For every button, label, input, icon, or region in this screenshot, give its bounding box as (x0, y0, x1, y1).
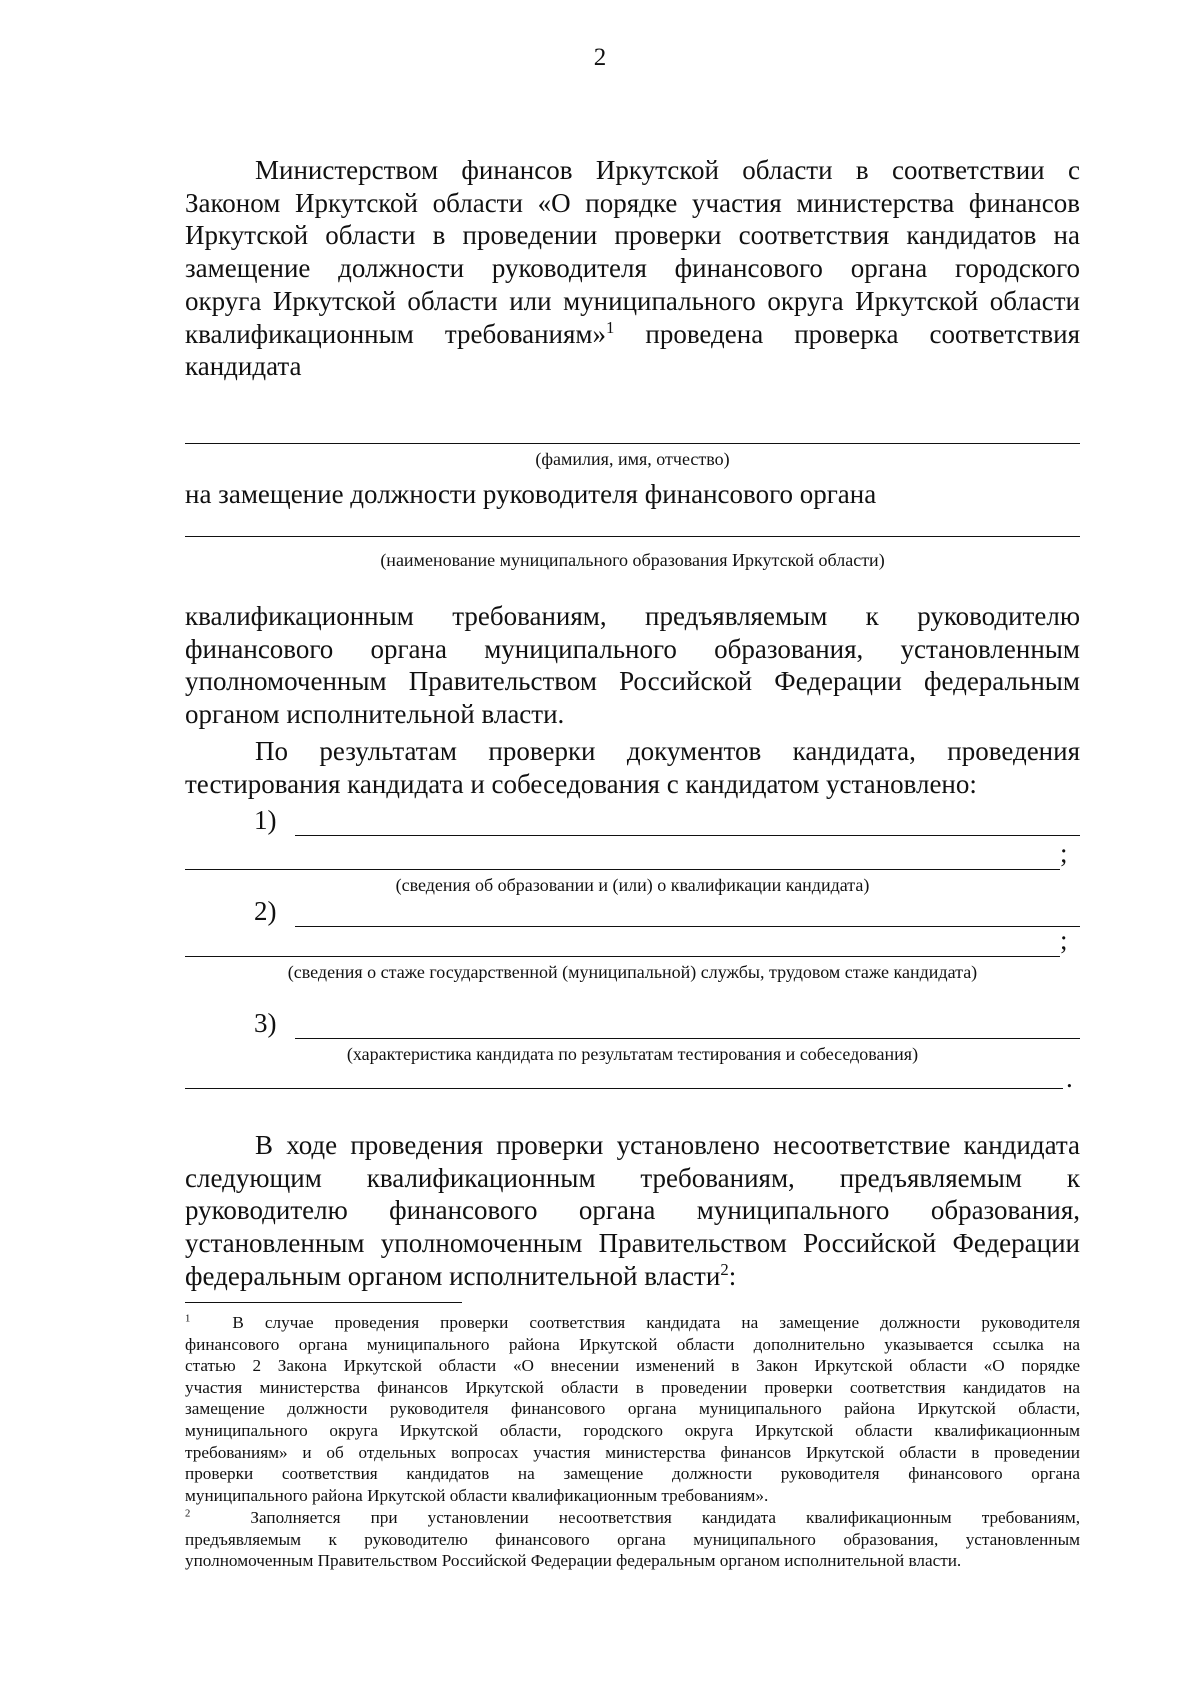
mismatch-line-end: федеральным органом исполнительной власти (185, 1260, 721, 1291)
footnote-line: муниципального района Иркутской области квалификационным требованиям». (185, 1485, 769, 1505)
item-1-blank-line-2[interactable] (185, 869, 1060, 870)
intro-line-with-footnote (185, 318, 1080, 351)
results-paragraph (185, 735, 1080, 800)
footnote-line: замещение должности руководителя финансового органа муниципального района Иркутской области, (185, 1399, 1080, 1419)
intro-line: Министерством финансов Иркутской области в соответствии с (255, 155, 1080, 185)
footnote-line: $^1$ В случае проведения проверки соответствия кандидата на замещение должности руководителя (185, 1313, 1081, 1332)
item-1-semicolon: ; (1060, 838, 1068, 868)
mismatch-line: руководителю финансового органа муниципального образования, (185, 1195, 1080, 1226)
footnote-line: предъявляемым к руководителю финансового органа муниципального образования, установленным (185, 1529, 1080, 1549)
requirements-line: органом исполнительной власти. (185, 699, 565, 730)
municipality-caption: (наименование муниципального образования Иркутской области) (380, 550, 885, 570)
item-3-blank-line-2[interactable] (185, 1088, 1063, 1089)
item-1-caption: (сведения об образовании и (или) о квалификации кандидата) (395, 875, 870, 895)
footnote-reference: 2 (720, 1259, 729, 1279)
item-2-blank-line-1[interactable] (295, 926, 1080, 927)
footnote-line: участия министерства финансов Иркутской области в проведении проверки соответствия кандидатов на (185, 1377, 1080, 1397)
intro-line: Иркутской области в проведении проверки соответствия кандидатов на (185, 220, 1080, 251)
footnote-reference: 1 (605, 317, 615, 337)
item-3-blank-line-1[interactable] (295, 1038, 1080, 1039)
item-2-blank-line-2[interactable] (185, 956, 1060, 957)
fio-blank-line[interactable] (185, 443, 1080, 444)
footnote-line: требованиям» и об отдельных вопросах участия министерства финансов Иркутской области в проведении (185, 1442, 1080, 1462)
requirements-paragraph (185, 600, 1080, 731)
municipality-blank-line[interactable] (185, 536, 1080, 537)
page-number: 2 (593, 44, 607, 71)
fio-caption: (фамилия, имя, отчество) (535, 449, 730, 469)
requirements-line: квалификационным требованиям, предъявляемым к руководителю (185, 601, 1080, 631)
intro-line-start: квалификационным требованиям» (185, 318, 606, 349)
requirements-line: уполномоченным Правительством Российской Федерации федеральным (185, 666, 1080, 697)
intro-line: замещение должности руководителя финансового органа городского (185, 253, 1080, 284)
item-3-caption: (характеристика кандидата по результатам тестирования и собеседования) (346, 1044, 919, 1064)
intro-paragraph (185, 154, 1080, 383)
footnote-line: проверки соответствия кандидатов на замещение должности руководителя финансового органа (185, 1464, 1080, 1484)
item-2-caption: (сведения о стаже государственной (муниципальной) службы, трудовом стаже кандидата) (287, 962, 978, 982)
mismatch-line: следующим квалификационным требованиям, предъявляемым к (185, 1162, 1080, 1193)
mismatch-colon: : (728, 1260, 737, 1291)
footnote-line: статью 2 Закона Иркутской области «О внесении изменений в Закон Иркутской области «О порядке (185, 1356, 1080, 1376)
intro-line: Законом Иркутской области «О порядке участия министерства финансов (185, 187, 1080, 218)
item-3-number: 3) (254, 1008, 277, 1038)
footnote-line: $^2$ Заполняется при установлении несоответствия кандидата квалификационным требованиям, (185, 1508, 1080, 1527)
item-1-blank-line-1[interactable] (295, 835, 1080, 836)
footnote-line: муниципального округа Иркутской области, городского округа Иркутской области квалификационным (185, 1420, 1080, 1440)
mismatch-line: установленным уполномоченным Правительством Российской Федерации (185, 1228, 1080, 1259)
footnote-mark: 2 (185, 1508, 191, 1520)
item-2-semicolon: ; (1060, 925, 1068, 955)
item-2-number: 2) (254, 896, 277, 926)
results-line: По результатам проверки документов кандидата, проведения (255, 736, 1080, 766)
mismatch-paragraph (185, 1129, 1080, 1293)
intro-line-tail: проведена проверка соответствия (645, 318, 1080, 349)
requirements-line: финансового органа муниципального образования, установленным (185, 633, 1080, 664)
footnote-line: финансового органа муниципального района Иркутской области дополнительно указывается ссылка на (185, 1334, 1080, 1354)
footnote-separator (185, 1302, 462, 1303)
mismatch-line: В ходе проведения проверки установлено несоответствие кандидата (255, 1130, 1080, 1160)
footnote-1 (185, 1312, 1080, 1506)
item-3-period: . (1066, 1063, 1073, 1093)
intro-line: округа Иркутской области или муниципального округа Иркутской области (185, 285, 1080, 316)
footnote-2 (185, 1507, 1080, 1572)
intro-line: кандидата (185, 351, 302, 382)
item-1-number: 1) (254, 805, 277, 835)
position-line: на замещение должности руководителя финансового органа (185, 479, 877, 509)
footnote-mark: 1 (185, 1313, 191, 1325)
mismatch-line-with-footnote (185, 1260, 1080, 1293)
footnote-line: уполномоченным Правительством Российской Федерации федеральным органом исполнительной власти. (185, 1551, 962, 1571)
results-line: тестирования кандидата и собеседования с кандидатом установлено: (185, 768, 977, 799)
